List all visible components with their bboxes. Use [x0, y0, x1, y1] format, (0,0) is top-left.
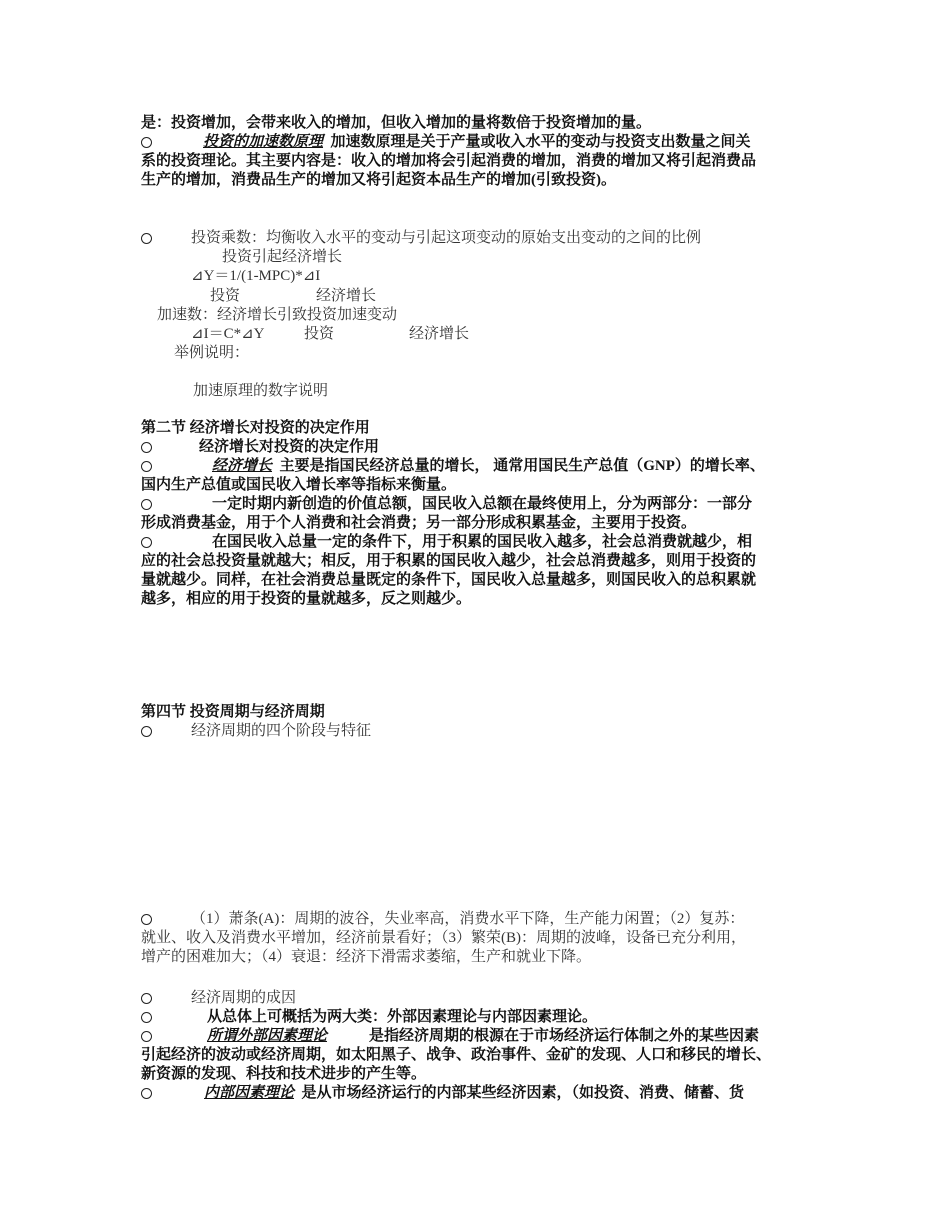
- paragraph-line: 新资源的发现、科技和技术进步的产生等。: [141, 1066, 427, 1082]
- paragraph-line: 增产的困难加大；（4）衰退：经济下滑需求萎缩，生产和就业下降。: [141, 949, 592, 965]
- paragraph-line: 国内生产总值或国民收入增长率等指标来衡量。: [141, 477, 457, 493]
- paragraph-line: 量就越少。同样，在社会消费总量既定的条件下，国民收入总量越多，则国民收入的总积累就: [141, 572, 757, 588]
- paragraph-line: 是：投资增加，会带来收入的增加，但收入增加的量将数倍于投资增加的量。: [141, 115, 652, 131]
- term-internal-factor-theory: 内部因素理论: [204, 1085, 295, 1101]
- paragraph-line: 应的社会总投资量就越大；相反，用于积累的国民收入越少，社会总消费越多，则用于投资的: [141, 553, 757, 569]
- bullet-icon: [141, 137, 152, 148]
- bullet-item: 一定时期内新创造的价值总额，国民收入总额在最终使用上，分为两部分：一部分: [212, 496, 753, 512]
- example-title: 加速原理的数字说明: [193, 383, 329, 399]
- bullet-icon: [141, 499, 152, 510]
- bullet-item-external: [207, 1027, 759, 1046]
- paragraph-line: 就业、收入及消费水平增加，经济前景看好；（3）繁荣(B)：周期的波峰，设备已充分利用，: [141, 930, 746, 946]
- bullet-icon: [141, 537, 152, 548]
- formula-multiplier: ⊿Y＝1/(1-MPC)*⊿I: [191, 268, 321, 284]
- bullet-icon: [141, 1088, 152, 1099]
- bullet-icon: [141, 461, 152, 472]
- formula-label: 投资: [304, 326, 335, 342]
- term-external-factor-theory: 所谓外部因素理论: [207, 1028, 328, 1044]
- bullet-icon: [141, 993, 152, 1004]
- bullet-item-multiplier: 投资乘数：均衡收入水平的变动与引起这项变动的原始支出变动的之间的比例: [191, 230, 702, 246]
- bullet-item-growth: [212, 457, 765, 476]
- paragraph-text: 主要是指国民经济总量的增长， 通常用国民生产总值（GNP）的增长率、: [279, 458, 765, 474]
- bullet-item-phases: （1）萧条(A)：周期的波谷，失业率高，消费水平下降，生产能力闲置；（2）复苏：: [191, 911, 745, 927]
- term-economic-growth: 经济增长: [212, 458, 273, 474]
- bullet-item: 经济周期的四个阶段与特征: [191, 723, 372, 739]
- bullet-item: 在国民收入总量一定的条件下，用于积累的国民收入越多，社会总消费就越少，相: [212, 534, 753, 550]
- term-accelerator-principle: 投资的加速数原理: [203, 134, 324, 150]
- bullet-item: 经济增长对投资的决定作用: [199, 439, 380, 455]
- bullet-icon: [141, 726, 152, 737]
- example-label: 举例说明：: [174, 345, 250, 361]
- paragraph-line: 形成消费基金，用于个人消费和社会消费；另一部分形成积累基金，主要用于投资。: [141, 515, 697, 531]
- formula-label: 经济增长: [316, 288, 377, 304]
- bullet-item: 经济周期的成因: [191, 990, 297, 1006]
- bullet-item-internal: [204, 1084, 744, 1103]
- formula-label: 投资: [210, 288, 241, 304]
- section-heading: 第二节 经济增长对投资的决定作用: [141, 420, 370, 436]
- formula-caption: 投资引起经济增长: [222, 249, 343, 265]
- formula-accelerator: ⊿I＝C*⊿Y: [191, 326, 265, 342]
- paragraph-text: 是从市场经济运行的内部某些经济因素，（如投资、消费、储蓄、货: [301, 1085, 745, 1101]
- formula-label: 经济增长: [409, 326, 470, 342]
- paragraph-line: 生产的增加，消费品生产的增加又将引起资本品生产的增加(引致投资)。: [141, 172, 616, 188]
- paragraph-text: 是指经济周期的根源在于市场经济运行体制之外的某些因素: [369, 1028, 760, 1044]
- bullet-icon: [141, 233, 152, 244]
- section-heading: 第四节 投资周期与经济周期: [141, 704, 325, 720]
- bullet-icon: [141, 442, 152, 453]
- bullet-item-accelerator: [203, 133, 751, 152]
- paragraph-line: 引起经济的波动或经济周期，如太阳黑子、战争、政治事件、金矿的发现、人口和移民的增长、: [141, 1047, 772, 1063]
- bullet-icon: [141, 914, 152, 925]
- bullet-icon: [141, 1031, 152, 1042]
- paragraph-text: 加速数原理是关于产量或收入水平的变动与投资支出数量之间关: [330, 134, 751, 150]
- bullet-item: 从总体上可概括为两大类：外部因素理论与内部因素理论。: [207, 1009, 598, 1025]
- paragraph-line: 越多，相应的用于投资的量就越多，反之则越少。: [141, 591, 472, 607]
- bullet-icon: [141, 1012, 152, 1023]
- formula-caption: 加速数：经济增长引致投资加速变动: [157, 307, 398, 323]
- paragraph-line: 系的投资理论。其主要内容是：收入的增加将会引起消费的增加，消费的增加又将引起消费品: [141, 153, 757, 169]
